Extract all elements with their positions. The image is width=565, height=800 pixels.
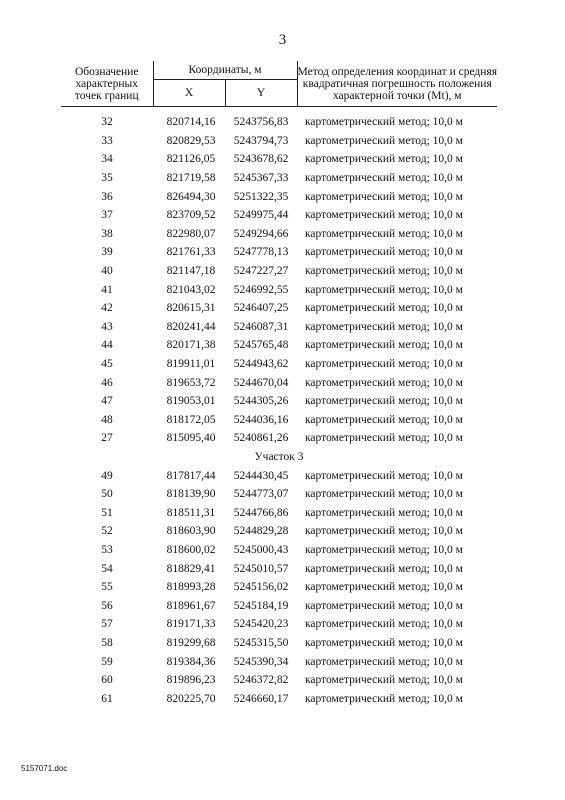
point-id-cell: 27 (101, 432, 113, 445)
table-header (61, 61, 497, 113)
footer-filename: 5157071.doc (21, 764, 68, 773)
point-id-cell: 44 (101, 339, 113, 352)
y-coordinate-cell: 5247778,13 (233, 246, 289, 259)
point-id-cell: 51 (101, 506, 113, 519)
x-coordinate-cell: 820615,31 (166, 302, 216, 315)
y-coordinate-cell: 5244036,16 (233, 413, 289, 426)
point-id-cell: 45 (101, 358, 113, 371)
point-id-cell: 46 (101, 376, 113, 389)
y-coordinate-cell: 5246372,82 (233, 674, 289, 687)
point-id-cell: 48 (101, 413, 113, 426)
y-coordinate-cell: 5245000,43 (233, 543, 289, 556)
point-id-cell: 40 (101, 265, 113, 278)
point-id-cell: 56 (101, 599, 113, 612)
y-coordinate-cell: 5244766,86 (233, 506, 289, 519)
table-row (61, 503, 497, 522)
table-row (61, 652, 497, 671)
x-coordinate-cell: 823709,52 (166, 209, 216, 222)
point-id-cell: 38 (101, 227, 113, 240)
table-row (61, 429, 497, 448)
x-coordinate-cell: 821147,18 (166, 265, 216, 278)
section-heading: Участок 3 (254, 450, 304, 463)
table-row (61, 578, 497, 597)
table-row (61, 373, 497, 392)
point-id-cell: 33 (101, 134, 113, 147)
table-row (61, 615, 497, 634)
method-cell: картометрический метод; 10,0 м (305, 543, 463, 556)
method-cell: картометрический метод; 10,0 м (305, 413, 463, 426)
method-cell: картометрический метод; 10,0 м (305, 618, 463, 631)
point-id-cell: 59 (101, 655, 113, 668)
method-cell: картометрический метод; 10,0 м (305, 265, 463, 278)
table-body-part2 (61, 113, 497, 448)
point-id-cell: 54 (101, 562, 113, 575)
y-coordinate-cell: 5244773,07 (233, 488, 289, 501)
y-coordinate-cell: 5246407,25 (233, 302, 289, 315)
y-coordinate-cell: 5249294,66 (233, 227, 289, 240)
method-cell: картометрический метод; 10,0 м (305, 488, 463, 501)
x-coordinate-cell: 820171,38 (166, 339, 216, 352)
table-row (61, 150, 497, 169)
y-coordinate-cell: 5245390,34 (233, 655, 289, 668)
y-coordinate-cell: 5245765,48 (233, 339, 289, 352)
table-body-part3 (61, 466, 497, 708)
table-row (61, 689, 497, 708)
table-row (61, 355, 497, 374)
method-cell: картометрический метод; 10,0 м (305, 246, 463, 259)
table-row (61, 671, 497, 690)
y-coordinate-cell: 5244943,62 (233, 358, 289, 371)
table-row (61, 392, 497, 411)
x-coordinate-cell: 819896,23 (166, 674, 216, 687)
x-coordinate-cell: 818829,41 (166, 562, 216, 575)
point-id-cell: 60 (101, 674, 113, 687)
table-row (61, 485, 497, 504)
table-row (61, 466, 497, 485)
x-coordinate-cell: 820241,44 (166, 320, 216, 333)
point-id-cell: 34 (101, 153, 113, 166)
method-cell: картометрический метод; 10,0 м (305, 469, 463, 482)
table-row (61, 187, 497, 206)
header-y: Y (225, 80, 297, 107)
method-cell: картометрический метод; 10,0 м (305, 339, 463, 352)
method-cell: картометрический метод; 10,0 м (305, 376, 463, 389)
y-coordinate-cell: 5245156,02 (233, 581, 289, 594)
header-point-designation: Обозначение характерных точек границ (61, 61, 153, 107)
y-coordinate-cell: 5244430,45 (233, 469, 289, 482)
method-cell: картометрический метод; 10,0 м (305, 283, 463, 296)
table-row (61, 522, 497, 541)
method-cell: картометрический метод; 10,0 м (305, 581, 463, 594)
x-coordinate-cell: 818603,90 (166, 525, 216, 538)
method-cell: картометрический метод; 10,0 м (305, 692, 463, 705)
point-id-cell: 47 (101, 395, 113, 408)
x-coordinate-cell: 818511,31 (166, 506, 216, 519)
method-cell: картометрический метод; 10,0 м (305, 655, 463, 668)
x-coordinate-cell: 819653,72 (166, 376, 216, 389)
y-coordinate-cell: 5246087,31 (233, 320, 289, 333)
table-row (61, 113, 497, 132)
method-cell: картометрический метод; 10,0 м (305, 636, 463, 649)
method-cell: картометрический метод; 10,0 м (305, 209, 463, 222)
point-id-cell: 32 (101, 116, 113, 129)
y-coordinate-cell: 5243756,83 (233, 116, 289, 129)
method-cell: картометрический метод; 10,0 м (305, 172, 463, 185)
x-coordinate-cell: 821126,05 (166, 153, 216, 166)
x-coordinate-cell: 819171,33 (166, 618, 216, 631)
table-row (61, 299, 497, 318)
y-coordinate-cell: 5245367,33 (233, 172, 289, 185)
y-coordinate-cell: 5244670,04 (233, 376, 289, 389)
point-id-cell: 35 (101, 172, 113, 185)
y-coordinate-cell: 5243794,73 (233, 134, 289, 147)
x-coordinate-cell: 822980,07 (166, 227, 216, 240)
x-coordinate-cell: 819053,01 (166, 395, 216, 408)
method-cell: картометрический метод; 10,0 м (305, 227, 463, 240)
table-row (61, 225, 497, 244)
x-coordinate-cell: 818993,28 (166, 581, 216, 594)
table-row (61, 262, 497, 281)
point-id-cell: 37 (101, 209, 113, 222)
x-coordinate-cell: 821043,02 (166, 283, 216, 296)
x-coordinate-cell: 819911,01 (166, 358, 216, 371)
point-id-cell: 43 (101, 320, 113, 333)
x-coordinate-cell: 815095,40 (166, 432, 216, 445)
x-coordinate-cell: 820714,16 (166, 116, 216, 129)
point-id-cell: 55 (101, 581, 113, 594)
y-coordinate-cell: 5245420,23 (233, 618, 289, 631)
point-id-cell: 50 (101, 488, 113, 501)
table-row (61, 541, 497, 560)
table-row (61, 634, 497, 653)
section-heading-group (61, 448, 497, 467)
x-coordinate-cell: 817817,44 (166, 469, 216, 482)
table-row (61, 243, 497, 262)
point-id-cell: 53 (101, 543, 113, 556)
y-coordinate-cell: 5247227,27 (233, 265, 289, 278)
point-id-cell: 39 (101, 246, 113, 259)
x-coordinate-cell: 818961,67 (166, 599, 216, 612)
method-cell: картометрический метод; 10,0 м (305, 153, 463, 166)
x-coordinate-cell: 818600,02 (166, 543, 216, 556)
x-coordinate-cell: 826494,30 (166, 190, 216, 203)
x-coordinate-cell: 821761,33 (166, 246, 216, 259)
y-coordinate-cell: 5245315,50 (233, 636, 289, 649)
y-coordinate-cell: 5244829,28 (233, 525, 289, 538)
method-cell: картометрический метод; 10,0 м (305, 116, 463, 129)
method-cell: картометрический метод; 10,0 м (305, 562, 463, 575)
x-coordinate-cell: 819384,36 (166, 655, 216, 668)
header-method: Метод определения координат и средняя квадратичная погрешность положения характерной точки (Mt), м (297, 61, 497, 107)
y-coordinate-cell: 5240861,26 (233, 432, 289, 445)
point-id-cell: 57 (101, 618, 113, 631)
x-coordinate-cell: 820829,53 (166, 134, 216, 147)
table-row (61, 280, 497, 299)
method-cell: картометрический метод; 10,0 м (305, 674, 463, 687)
y-coordinate-cell: 5246660,17 (233, 692, 289, 705)
method-cell: картометрический метод; 10,0 м (305, 358, 463, 371)
y-coordinate-cell: 5245010,57 (233, 562, 289, 575)
point-id-cell: 41 (101, 283, 113, 296)
point-id-cell: 42 (101, 302, 113, 315)
x-coordinate-cell: 818172,05 (166, 413, 216, 426)
x-coordinate-cell: 821719,58 (166, 172, 216, 185)
method-cell: картометрический метод; 10,0 м (305, 302, 463, 315)
table-row (61, 336, 497, 355)
y-coordinate-cell: 5244305,26 (233, 395, 289, 408)
method-cell: картометрический метод; 10,0 м (305, 525, 463, 538)
y-coordinate-cell: 5246992,55 (233, 283, 289, 296)
x-coordinate-cell: 818139,90 (166, 488, 216, 501)
y-coordinate-cell: 5245184,19 (233, 599, 289, 612)
point-id-cell: 49 (101, 469, 113, 482)
table-row (61, 169, 497, 188)
page-number: 3 (278, 32, 287, 48)
table-row (61, 318, 497, 337)
y-coordinate-cell: 5243678,62 (233, 153, 289, 166)
coordinates-table (61, 61, 497, 708)
method-cell: картометрический метод; 10,0 м (305, 599, 463, 612)
method-cell: картометрический метод; 10,0 м (305, 190, 463, 203)
point-id-cell: 52 (101, 525, 113, 538)
x-coordinate-cell: 819299,68 (166, 636, 216, 649)
point-id-cell: 36 (101, 190, 113, 203)
table-row (61, 132, 497, 151)
y-coordinate-cell: 5251322,35 (233, 190, 289, 203)
table-row (61, 559, 497, 578)
point-id-cell: 58 (101, 636, 113, 649)
header-x: X (153, 80, 225, 107)
header-coordinates: Координаты, м (153, 61, 297, 80)
method-cell: картометрический метод; 10,0 м (305, 320, 463, 333)
table-row (61, 206, 497, 225)
table-row (61, 596, 497, 615)
y-coordinate-cell: 5249975,44 (233, 209, 289, 222)
table-row (61, 411, 497, 430)
method-cell: картометрический метод; 10,0 м (305, 395, 463, 408)
point-id-cell: 61 (101, 692, 113, 705)
method-cell: картометрический метод; 10,0 м (305, 432, 463, 445)
method-cell: картометрический метод; 10,0 м (305, 134, 463, 147)
x-coordinate-cell: 820225,70 (166, 692, 216, 705)
method-cell: картометрический метод; 10,0 м (305, 506, 463, 519)
